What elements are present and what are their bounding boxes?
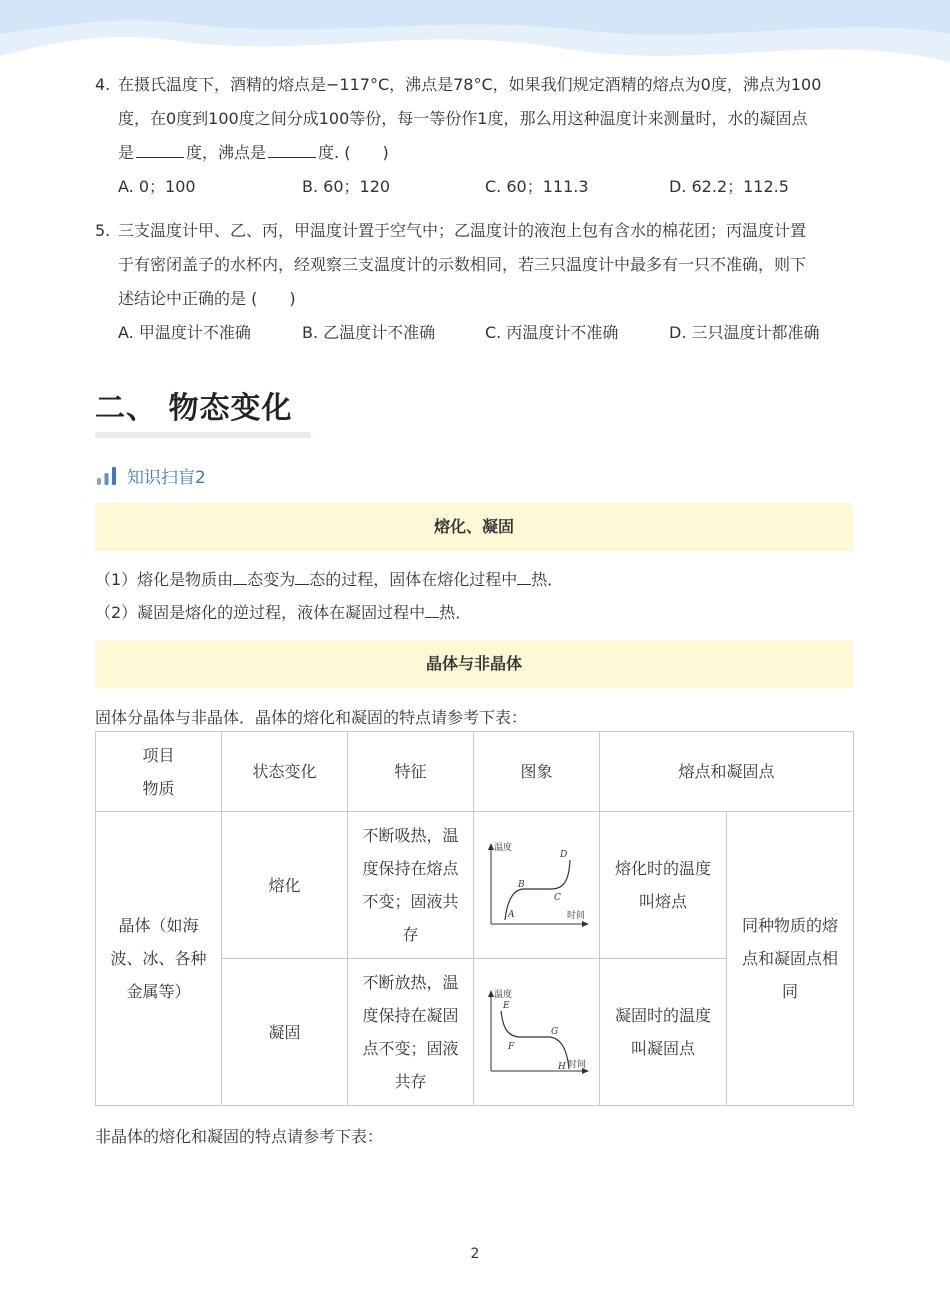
knowledge-label <box>96 463 206 488</box>
option-d[interactable]: D. 三只温度计都准确 <box>669 323 820 342</box>
section-title-underline <box>95 432 311 438</box>
question-number: 4. <box>95 75 111 94</box>
question-4 <box>95 68 855 204</box>
cell-freezing-graph <box>474 959 600 1106</box>
cell-melting-feature: 不断吸热，温度保持在熔点不变；固液共存 <box>348 812 474 959</box>
paragraph-freezing: （2）凝固是熔化的逆过程，液体在凝固过程中 热． <box>95 603 472 622</box>
point-label: E <box>502 1001 510 1011</box>
answer-blank[interactable] <box>268 139 316 158</box>
point-label: A <box>507 910 514 920</box>
question-text: 三支温度计甲、乙、丙，甲温度计置于空气中；乙温度计的液泡上包有含水的棉花团；丙温度计置 于有密闭盖子的水杯内，经观察三支温度计的示数相同，若三只温度计中最多有一只不准确，则下 述结论中正确的是 ( ) <box>118 221 807 308</box>
cell-freezing-point: 凝固时的温度叫凝固点 <box>600 959 727 1106</box>
point-label: G <box>550 1027 558 1037</box>
option-a[interactable]: A. 甲温度计不准确 <box>118 323 251 342</box>
page-number: 2 <box>470 1246 480 1262</box>
freezing-curve-graph <box>481 987 593 1077</box>
box-title-crystal: 晶体与非晶体 <box>95 640 853 688</box>
question-text: 在摄氏温度下，酒精的熔点是−117°C，沸点是78°C，如果我们规定酒精的熔点为0度，沸点为100 度，在0度到100度之间分成100等份，每一等份作1度，那么用这种温度计来测量时，水的凝固点 是 度，沸点是 度. ( ) <box>118 75 822 162</box>
option-a[interactable]: A. 0；100 <box>118 177 196 196</box>
table-header-row <box>96 732 854 812</box>
box-title-melting: 熔化、凝固 <box>95 503 853 551</box>
knowledge-label-text: 知识扫盲2 <box>127 468 206 488</box>
header-points: 熔点和凝固点 <box>600 732 854 812</box>
header-state-change: 状态变化 <box>222 732 348 812</box>
cell-freezing-feature: 不断放热，温度保持在凝固点不变；固液共存 <box>348 959 474 1106</box>
paragraph-melting: （1）熔化是物质由 态变为 态的过程，固体在熔化过程中 热． <box>95 570 564 589</box>
header-wave-decoration <box>0 0 950 75</box>
fill-blank[interactable] <box>517 568 531 585</box>
header-item-matter: 项目 物质 <box>96 732 222 812</box>
section-title: 二、 物态变化 <box>95 391 293 426</box>
crystal-table <box>95 731 854 1106</box>
cell-freezing: 凝固 <box>222 959 348 1106</box>
question-5 <box>95 214 855 350</box>
melting-curve-graph <box>481 840 593 930</box>
point-label: B <box>517 880 525 890</box>
fill-blank[interactable] <box>295 568 309 585</box>
option-c[interactable]: C. 60；111.3 <box>485 177 589 196</box>
x-axis-label: 时间 <box>566 911 585 921</box>
answer-options <box>118 316 855 350</box>
option-b[interactable]: B. 乙温度计不准确 <box>302 323 436 342</box>
table-row-melting <box>96 812 854 959</box>
table-intro: 固体分晶体与非晶体．晶体的熔化和凝固的特点请参考下表： <box>95 708 528 727</box>
answer-blank[interactable] <box>136 139 184 158</box>
option-c[interactable]: C. 丙温度计不准确 <box>485 323 619 342</box>
bar-chart-icon <box>96 466 118 486</box>
point-label: D <box>559 850 567 860</box>
x-axis-label: 时间 <box>567 1060 586 1070</box>
cell-crystal: 晶体（如海波、冰、各种金属等） <box>96 812 222 1106</box>
y-axis-label: 温度 <box>493 843 512 853</box>
cell-melting: 熔化 <box>222 812 348 959</box>
option-b[interactable]: B. 60；120 <box>302 177 391 196</box>
option-d[interactable]: D. 62.2；112.5 <box>669 177 789 196</box>
point-label: C <box>553 893 561 903</box>
amorphous-intro: 非晶体的熔化和凝固的特点请参考下表： <box>95 1127 384 1146</box>
y-axis-label: 温度 <box>493 990 512 1000</box>
header-graph: 图象 <box>474 732 600 812</box>
cell-same-point: 同种物质的熔点和凝固点相同 <box>727 812 854 1106</box>
answer-options <box>118 170 855 204</box>
fill-blank[interactable] <box>425 601 439 618</box>
cell-melting-graph <box>474 812 600 959</box>
fill-blank[interactable] <box>233 568 247 585</box>
cell-melting-point: 熔化时的温度叫熔点 <box>600 812 727 959</box>
point-label: F <box>507 1042 514 1052</box>
header-feature: 特征 <box>348 732 474 812</box>
question-number: 5. <box>95 221 111 240</box>
point-label: H <box>557 1062 566 1072</box>
